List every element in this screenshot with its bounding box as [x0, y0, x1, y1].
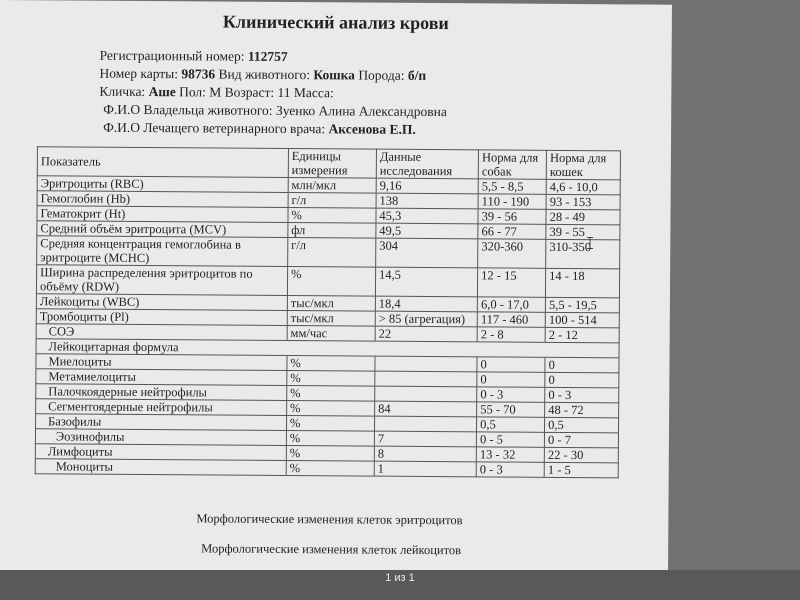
reg-row — [100, 47, 448, 67]
table-cell: 66 - 77 — [478, 224, 546, 239]
table-cell: 22 — [375, 326, 477, 342]
table-cell: 45,3 — [376, 208, 478, 224]
table-cell: 0 - 3 — [545, 387, 619, 403]
table-cell: Гемоглобин (Hb) — [37, 191, 288, 208]
table-cell: 84 — [375, 401, 477, 417]
table-cell: 110 - 190 — [478, 194, 546, 209]
table-row — [37, 236, 620, 269]
page-indicator: 1 из 1 — [385, 572, 415, 584]
table-cell — [375, 371, 477, 387]
table-cell: 310-350 — [546, 239, 620, 269]
patient-info — [99, 47, 447, 139]
table-cell: мм/час — [287, 326, 375, 342]
table-cell: 0 - 5 — [476, 432, 544, 447]
table-cell: 0 — [545, 357, 619, 373]
table-cell — [375, 386, 477, 402]
owner-label: Ф.И.О Владельца животного: — [103, 101, 273, 118]
table-cell: 2 - 8 — [477, 327, 545, 342]
table-cell: 22 - 30 — [544, 447, 618, 463]
vet-value: Аксенова Е.П. — [328, 121, 416, 137]
table-cell: 12 - 15 — [478, 268, 546, 297]
mass-label: Масса: — [293, 85, 334, 101]
table-cell: млн/мкл — [288, 178, 376, 194]
table-cell: % — [287, 356, 375, 372]
table-cell: 0 — [477, 372, 545, 387]
table-cell: 93 - 153 — [546, 194, 620, 210]
reg-value: 112757 — [247, 48, 288, 65]
age-label: Возраст: — [224, 84, 275, 100]
table-cell: Норма для кошек — [546, 150, 620, 180]
table-cell: 5,5 - 19,5 — [545, 297, 619, 313]
table-cell: СОЭ — [36, 324, 287, 341]
table-cell: Лимфоциты — [35, 444, 286, 461]
table-cell: Миелоциты — [36, 354, 287, 371]
table-row — [36, 265, 619, 298]
table-cell: Тромбоциты (Pl) — [36, 309, 287, 326]
table-cell: 0 — [477, 357, 545, 372]
table-cell: 1 — [374, 461, 476, 477]
table-cell: 28 - 49 — [546, 209, 620, 225]
table-cell: Ширина распределения эритроцитов по объёму (RDW) — [36, 265, 287, 296]
table-cell: Данные исследования — [376, 149, 478, 179]
table-cell: Средний объём эритроцита (MCV) — [37, 221, 288, 238]
name-row — [99, 83, 447, 103]
page-title: Клинический анализ крови — [222, 11, 449, 34]
table-cell: тыс/мкл — [287, 311, 375, 327]
table-cell: 6,0 - 17,0 — [477, 297, 545, 312]
card-value: 98736 — [181, 66, 216, 82]
table-cell: % — [286, 446, 374, 462]
table-cell: 5,5 - 8,5 — [478, 179, 546, 194]
breed-value: б/п — [407, 67, 427, 83]
species-label: Вид животного: — [218, 66, 311, 83]
table-cell: 117 - 460 — [477, 312, 545, 327]
table-cell: Показатель — [37, 147, 288, 178]
table-cell: 100 - 514 — [545, 312, 619, 328]
table-cell: % — [288, 208, 376, 224]
table-cell: 0 - 3 — [476, 462, 544, 477]
lab-results-table — [35, 146, 621, 478]
table-cell: % — [286, 401, 374, 417]
table-cell: 0 - 7 — [545, 432, 619, 448]
table-cell: 55 - 70 — [477, 402, 545, 417]
table-cell: фл — [288, 223, 376, 239]
name-value: Аше — [148, 84, 176, 100]
table-cell: % — [286, 416, 374, 432]
table-cell: Эозинофилы — [35, 429, 286, 446]
table-cell: 1 - 5 — [544, 462, 618, 478]
table-cell: % — [287, 371, 375, 387]
table-cell: Единицы измерения — [288, 149, 376, 179]
table-cell: 39 - 56 — [478, 209, 546, 224]
vet-row — [99, 119, 447, 139]
card-label: Номер карты: — [99, 65, 179, 82]
table-cell: 14,5 — [375, 267, 477, 297]
morph-erythro-label: Морфологические изменения клеток эритроцитов — [196, 511, 463, 528]
table-cell: г/л — [288, 238, 376, 268]
table-cell — [375, 356, 477, 372]
table-cell: Моноциты — [35, 459, 286, 476]
table-row — [35, 459, 618, 478]
vet-label: Ф.И.О Лечащего ветеринарного врача: — [103, 119, 326, 137]
breed-label: Порода: — [358, 67, 405, 83]
table-cell: Метамиелоциты — [36, 369, 287, 386]
table-cell: 49,5 — [376, 223, 478, 239]
morph-leuko-label: Морфологические изменения клеток лейкоцитов — [201, 541, 462, 558]
reg-label: Регистрационный номер: — [99, 47, 245, 64]
table-cell: 39 - 55 — [546, 224, 620, 240]
sex-value: М — [209, 84, 222, 100]
owner-value: Зуенко Алина Александровна — [275, 102, 447, 120]
table-cell: Сегментоядерные нейтрофилы — [36, 399, 287, 416]
table-cell: 2 - 12 — [545, 327, 619, 343]
table-cell: % — [286, 461, 374, 477]
name-label: Кличка: — [99, 83, 146, 100]
table-cell: 0,5 — [545, 417, 619, 433]
table-cell: Гематокрит (Ht) — [37, 206, 288, 223]
table-cell: Базофилы — [36, 414, 287, 431]
table-cell: тыс/мкл — [287, 296, 375, 312]
table-cell: % — [286, 431, 374, 447]
table-cell: 14 - 18 — [546, 268, 620, 298]
table-cell: Средняя концентрация гемоглобина в эритроците (MCHC) — [37, 236, 288, 267]
table-cell: 138 — [376, 193, 478, 209]
table-cell: 9,16 — [376, 178, 478, 194]
table-cell: % — [287, 267, 375, 297]
table-cell: 304 — [376, 238, 478, 268]
species-value: Кошка — [313, 67, 356, 83]
table-cell: > 85 (агрегация) — [375, 311, 477, 327]
table-cell: 8 — [374, 446, 476, 462]
table-cell: 0,5 — [477, 417, 545, 432]
table-cell — [374, 416, 476, 432]
table-cell: 48 - 72 — [545, 402, 619, 418]
table-cell: % — [287, 386, 375, 402]
table-cell: 4,6 - 10,0 — [546, 179, 620, 195]
section-label: Лейкоцитарная формула — [36, 339, 619, 358]
table-cell: г/л — [288, 193, 376, 209]
table-cell: Норма для собак — [478, 150, 546, 179]
text-cursor-icon — [587, 237, 593, 249]
table-cell: 320-360 — [478, 239, 546, 268]
table-cell: Эритроциты (RBC) — [37, 176, 288, 193]
table-cell: 13 - 32 — [476, 447, 544, 462]
owner-row — [99, 101, 447, 121]
age-value: 11 — [277, 84, 291, 101]
table-cell: 0 - 3 — [477, 387, 545, 402]
table-cell: 7 — [374, 431, 476, 447]
table-cell: Палочкоядерные нейтрофилы — [36, 384, 287, 401]
table-cell: Лейкоциты (WBC) — [36, 294, 287, 311]
table-cell: 18,4 — [375, 296, 477, 312]
table-header-row — [37, 147, 620, 180]
table-cell: 0 — [545, 372, 619, 388]
card-row — [99, 65, 447, 85]
sex-label: Пол: — [179, 84, 206, 100]
